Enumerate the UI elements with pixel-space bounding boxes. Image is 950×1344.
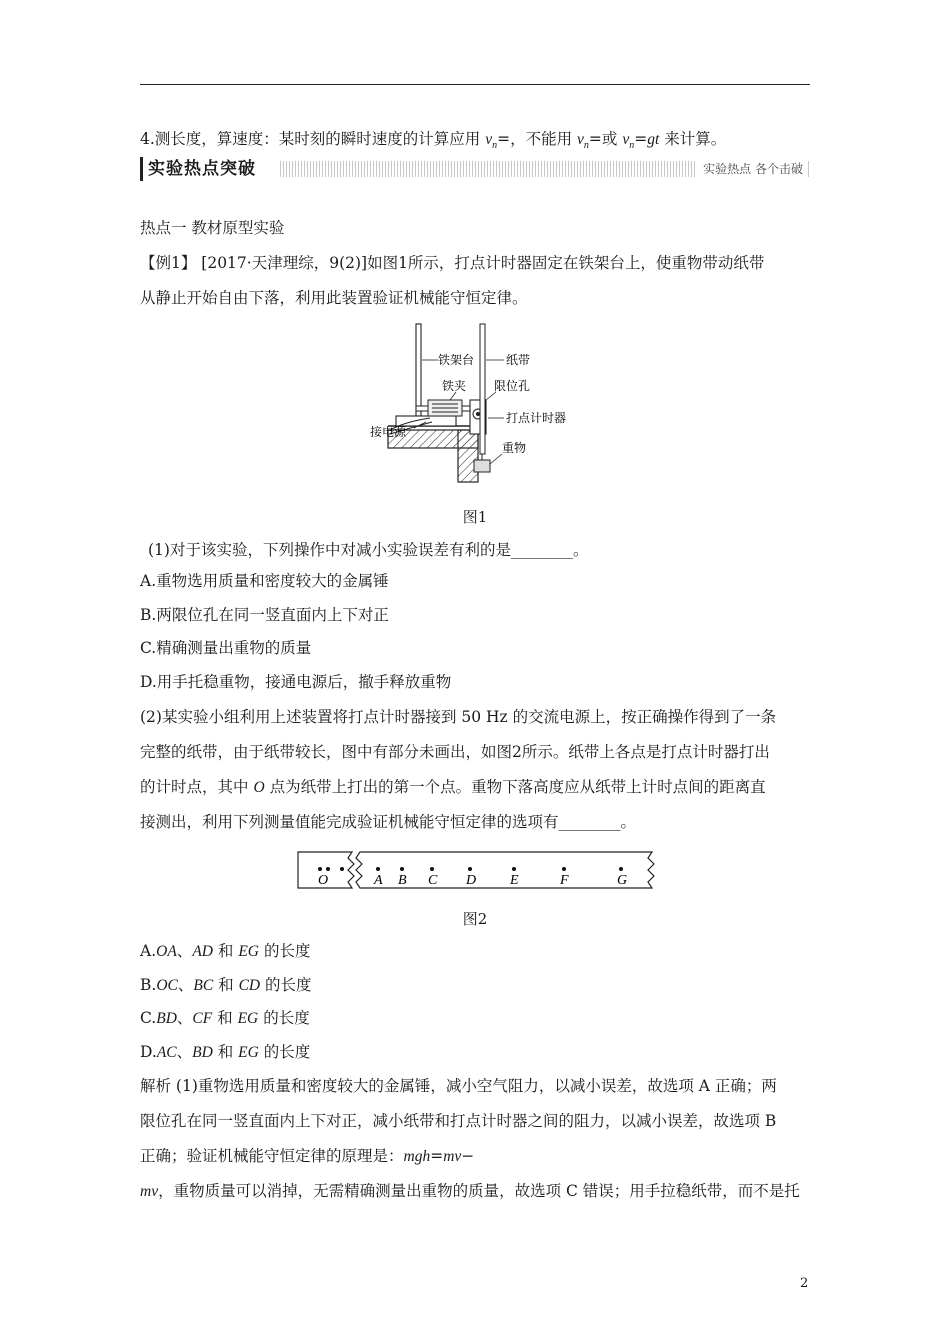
segment: BC bbox=[193, 977, 214, 994]
figure-1-caption: 图1 bbox=[462, 508, 488, 526]
tape-dot-c bbox=[430, 867, 434, 871]
figure-2-tape bbox=[296, 848, 661, 890]
example-line-1: 【例1】 [2017·天津理综，9(2)]如图1所示，打点计时器固定在铁架台上，使重物带动纸带 bbox=[140, 254, 765, 272]
banner-tag: 实验热点 各个击破 bbox=[697, 161, 806, 177]
q2-line-2: 完整的纸带，由于纸带较长，图中有部分未画出，如图2所示。纸带上各点是打点计时器打出 bbox=[140, 743, 770, 761]
analysis-line3-a: 正确；验证机械能守恒定律的原理是： bbox=[140, 1147, 404, 1165]
segment: OA bbox=[156, 943, 177, 960]
option-letter: C. bbox=[140, 1009, 157, 1027]
page-number: 2 bbox=[800, 1276, 809, 1291]
var-v: v bbox=[485, 131, 493, 148]
separator: 、 bbox=[176, 942, 193, 960]
line4-mid2: =或 bbox=[588, 130, 623, 148]
option-letter: D. bbox=[140, 1043, 157, 1061]
sub-n: n bbox=[492, 140, 498, 152]
sub-n: n bbox=[583, 140, 589, 152]
q1-option-c: C.精确测量出重物的质量 bbox=[140, 639, 312, 657]
stand-rod bbox=[416, 324, 421, 416]
option-letter: B. bbox=[140, 976, 157, 994]
point-o-ref: O bbox=[253, 779, 265, 796]
analysis-line4-b: ，重物质量可以消掉，无需精确测量出重物的质量，故选项 C 错误；用手拉稳纸带，而不是托 bbox=[158, 1182, 800, 1200]
banner-title: 实验热点突破 bbox=[140, 157, 280, 181]
formula-mv: mv bbox=[140, 1183, 159, 1200]
tape-dot-o2 bbox=[326, 867, 330, 871]
tape-dot-f bbox=[562, 867, 566, 871]
q2-line-1: (2)某实验小组利用上述装置将打点计时器接到 50 Hz 的交流电源上，按正确操作得到了一条 bbox=[140, 708, 777, 726]
tape-label-e: E bbox=[510, 873, 519, 888]
tape-dot-d bbox=[468, 867, 472, 871]
tape-label-a: A bbox=[374, 873, 383, 888]
tape-dot-e bbox=[512, 867, 516, 871]
formula-minus: − bbox=[461, 1147, 475, 1165]
label-stand: 铁架台 bbox=[438, 353, 475, 367]
segment: AD bbox=[192, 943, 213, 960]
figure-2-caption: 图2 bbox=[462, 910, 488, 928]
weight-block bbox=[474, 460, 490, 472]
segment: BD bbox=[192, 1044, 213, 1061]
formula-mv: mv bbox=[443, 1148, 462, 1165]
q1-stem: (1)对于该实验，下列操作中对减小实验误差有利的是________。 bbox=[148, 541, 589, 559]
tape-label-c: C bbox=[428, 873, 438, 888]
option-tail: 的长度 bbox=[258, 1043, 311, 1061]
q1-option-b: B.两限位孔在同一竖直面内上下对正 bbox=[140, 606, 389, 624]
segment: OC bbox=[156, 977, 178, 994]
separator: 、 bbox=[176, 1043, 193, 1061]
analysis-line-3 bbox=[140, 1145, 810, 1168]
tape-dot-x bbox=[340, 867, 344, 871]
segment: EG bbox=[238, 1044, 259, 1061]
q2-option-a bbox=[140, 940, 810, 963]
separator: 、 bbox=[176, 1009, 193, 1027]
var-gt: gt bbox=[647, 131, 660, 148]
analysis-line-1: 解析 (1)重物选用质量和密度较大的金属锤，减小空气阻力，以减小误差，故选项 A 正确；两 bbox=[140, 1077, 777, 1095]
line4-prefix: 4.测长度，算速度：某时刻的瞬时速度的计算应用 bbox=[140, 130, 486, 148]
q2-line-4: 接测出，利用下列测量值能完成验证机械能守恒定律的选项有________。 bbox=[140, 813, 637, 831]
header-rule bbox=[140, 84, 810, 85]
option-tail: 的长度 bbox=[258, 1009, 310, 1027]
option-tail: 的长度 bbox=[260, 976, 312, 994]
separator: 和 bbox=[212, 1043, 239, 1061]
tape-dot-b bbox=[400, 867, 404, 871]
figure-1-apparatus bbox=[370, 318, 610, 490]
segment: CD bbox=[238, 977, 261, 994]
q2-line3-b: 点为纸带上打出的第一个点。重物下落高度应从纸带上计时点间的距离直 bbox=[264, 778, 766, 796]
tape-label-g: G bbox=[617, 873, 628, 888]
option-letter: A. bbox=[140, 942, 157, 960]
tape-label-f: F bbox=[560, 873, 569, 888]
label-power: 接电源 bbox=[370, 425, 407, 439]
tape-label-o: O bbox=[318, 873, 329, 888]
tape-label-b: B bbox=[398, 873, 407, 888]
analysis-line-2: 限位孔在同一竖直面内上下对正，减小纸带和打点计时器之间的阻力，以减小误差，故选项 B bbox=[140, 1112, 777, 1130]
q1-option-d: D.用手托稳重物，接通电源后，撤手释放重物 bbox=[140, 673, 452, 691]
formula-mgh: mgh bbox=[403, 1148, 431, 1165]
label-tape: 纸带 bbox=[506, 353, 531, 367]
segment: CF bbox=[192, 1010, 213, 1027]
tape-dot-o1 bbox=[318, 867, 322, 871]
segment: EG bbox=[237, 1010, 259, 1027]
method-line-4 bbox=[140, 128, 810, 157]
separator: 和 bbox=[212, 942, 239, 960]
segment: AC bbox=[156, 1044, 177, 1061]
var-v: v bbox=[622, 131, 630, 148]
analysis-line-4 bbox=[140, 1180, 810, 1203]
var-v: v bbox=[577, 131, 584, 148]
segment: EG bbox=[238, 943, 260, 960]
q2-line-3 bbox=[140, 776, 810, 799]
option-tail: 的长度 bbox=[259, 942, 311, 960]
label-weight: 重物 bbox=[502, 441, 527, 455]
sub-n: n bbox=[629, 140, 635, 152]
hot-point-title: 热点一 教材原型实验 bbox=[140, 219, 285, 237]
table-leg bbox=[458, 430, 478, 482]
q1-option-a: A.重物选用质量和密度较大的金属锤 bbox=[140, 572, 389, 590]
segment: BD bbox=[156, 1010, 177, 1027]
q2-option-b bbox=[140, 974, 810, 997]
label-limit-hole: 限位孔 bbox=[494, 379, 531, 393]
separator: 、 bbox=[177, 976, 194, 994]
tape-dot-a bbox=[376, 867, 380, 871]
q2-option-c bbox=[140, 1007, 810, 1030]
line4-suffix: 来计算。 bbox=[659, 130, 727, 148]
tape-label-d: D bbox=[466, 873, 477, 888]
separator: 和 bbox=[213, 976, 239, 994]
tape-dot-g bbox=[619, 867, 623, 871]
line4-mid: =，不能用 bbox=[497, 130, 578, 148]
paper-tape bbox=[480, 324, 485, 454]
example-line-2: 从静止开始自由下落，利用此装置验证机械能守恒定律。 bbox=[140, 289, 528, 307]
label-clamp: 铁夹 bbox=[442, 379, 467, 393]
q2-option-d bbox=[140, 1041, 810, 1064]
equals: = bbox=[634, 130, 648, 148]
q2-line3-a: 的计时点，其中 bbox=[140, 778, 254, 796]
label-timer: 打点计时器 bbox=[506, 411, 567, 425]
separator: 和 bbox=[212, 1009, 238, 1027]
formula-eq: = bbox=[430, 1147, 444, 1165]
section-banner bbox=[140, 157, 810, 181]
